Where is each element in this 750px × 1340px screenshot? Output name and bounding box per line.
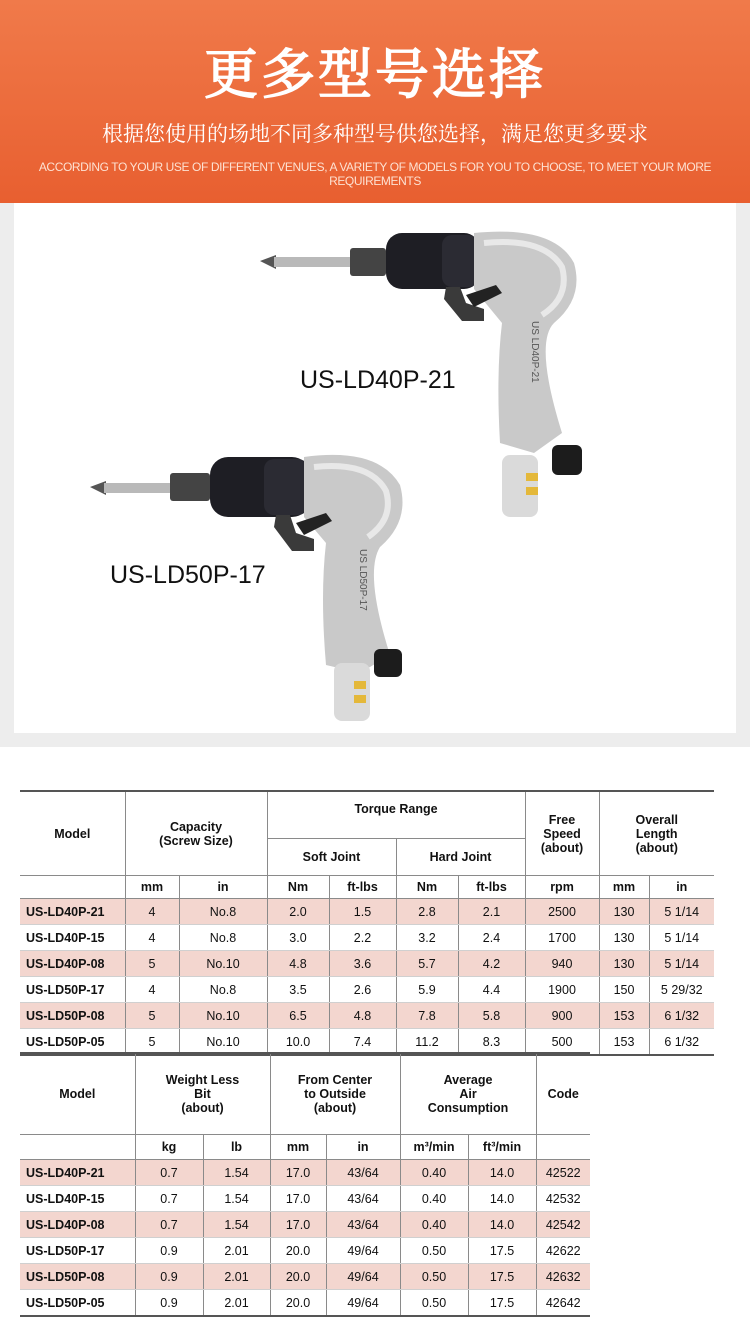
unit: kg — [135, 1135, 203, 1160]
unit: mm — [599, 876, 649, 899]
model-label-ld50p-17: US-LD50P-17 — [110, 561, 266, 589]
table-row: US-LD50P-05 0.9 2.01 20.0 49/64 0.50 17.5 42642 — [20, 1290, 590, 1317]
table-row: US-LD40P-21 0.7 1.54 17.0 43/64 0.40 14.0 42522 — [20, 1160, 590, 1186]
unit: mm — [270, 1135, 326, 1160]
table-row: US-LD40P-21 4 No.8 2.0 1.5 2.8 2.1 2500 130 5 1/14 — [20, 899, 714, 925]
tool-1-marking: US LD40P-21 — [529, 321, 540, 383]
col-code: Code — [536, 1053, 590, 1135]
unit: in — [179, 876, 267, 899]
table-row: US-LD50P-05 5 No.10 10.0 7.4 11.2 8.3 500 153 6 1/32 — [20, 1029, 714, 1056]
table-row: US-LD40P-08 0.7 1.54 17.0 43/64 0.40 14.0 42542 — [20, 1212, 590, 1238]
unit: ft³/min — [468, 1135, 536, 1160]
banner-english-subtitle: ACCORDING TO YOUR USE OF DIFFERENT VENUES, A VARIETY OF MODELS FOR YOU TO CHOOSE, TO MEET YOUR MORE REQUIREMENTS — [38, 160, 712, 188]
unit: rpm — [525, 876, 599, 899]
col-soft-joint: Soft Joint — [267, 839, 396, 876]
unit: lb — [203, 1135, 270, 1160]
col-torque-range: Torque Range — [267, 791, 525, 839]
unit: in — [649, 876, 714, 899]
spec-table-2 — [20, 1052, 590, 1317]
unit: Nm — [267, 876, 329, 899]
col-hard-joint: Hard Joint — [396, 839, 525, 876]
product-photo — [14, 203, 736, 733]
table-row: US-LD40P-08 5 No.10 4.8 3.6 5.7 4.2 940 130 5 1/14 — [20, 951, 714, 977]
unit: mm — [125, 876, 179, 899]
col-model: Model — [20, 791, 125, 876]
col-capacity: Capacity (Screw Size) — [125, 791, 267, 876]
table-row: US-LD50P-17 0.9 2.01 20.0 49/64 0.50 17.5 42622 — [20, 1238, 590, 1264]
table-row: US-LD40P-15 0.7 1.54 17.0 43/64 0.40 14.0 42532 — [20, 1186, 590, 1212]
col-weight: Weight Less Bit (about) — [135, 1053, 270, 1135]
table-row: US-LD50P-08 5 No.10 6.5 4.8 7.8 5.8 900 153 6 1/32 — [20, 1003, 714, 1029]
col-center-to-outside: From Center to Outside (about) — [270, 1053, 400, 1135]
spec-table-1 — [20, 790, 714, 1056]
banner-subtitle: 根据您使用的场地不同多种型号供您选择，满足您更多要求 — [102, 122, 648, 146]
table-row: US-LD50P-17 4 No.8 3.5 2.6 5.9 4.4 1900 150 5 29/32 — [20, 977, 714, 1003]
table-row: US-LD50P-08 0.9 2.01 20.0 49/64 0.50 17.5 42632 — [20, 1264, 590, 1290]
col-model: Model — [20, 1053, 135, 1135]
tool-illustration — [14, 203, 736, 733]
unit: in — [326, 1135, 400, 1160]
table-row: US-LD40P-15 4 No.8 3.0 2.2 3.2 2.4 1700 130 5 1/14 — [20, 925, 714, 951]
unit: ft-lbs — [329, 876, 396, 899]
header-banner — [0, 0, 750, 203]
unit: m³/min — [400, 1135, 468, 1160]
model-label-ld40p-21: US-LD40P-21 — [300, 366, 456, 394]
unit: Nm — [396, 876, 458, 899]
unit: ft-lbs — [458, 876, 525, 899]
banner-title: 更多型号选择 — [204, 43, 546, 106]
tool-2-marking: US LD50P-17 — [357, 549, 368, 611]
product-photo-frame — [0, 203, 750, 747]
col-overall-length: Overall Length (about) — [599, 791, 714, 876]
col-free-speed: Free Speed (about) — [525, 791, 599, 876]
col-air-consumption: Average Air Consumption — [400, 1053, 536, 1135]
